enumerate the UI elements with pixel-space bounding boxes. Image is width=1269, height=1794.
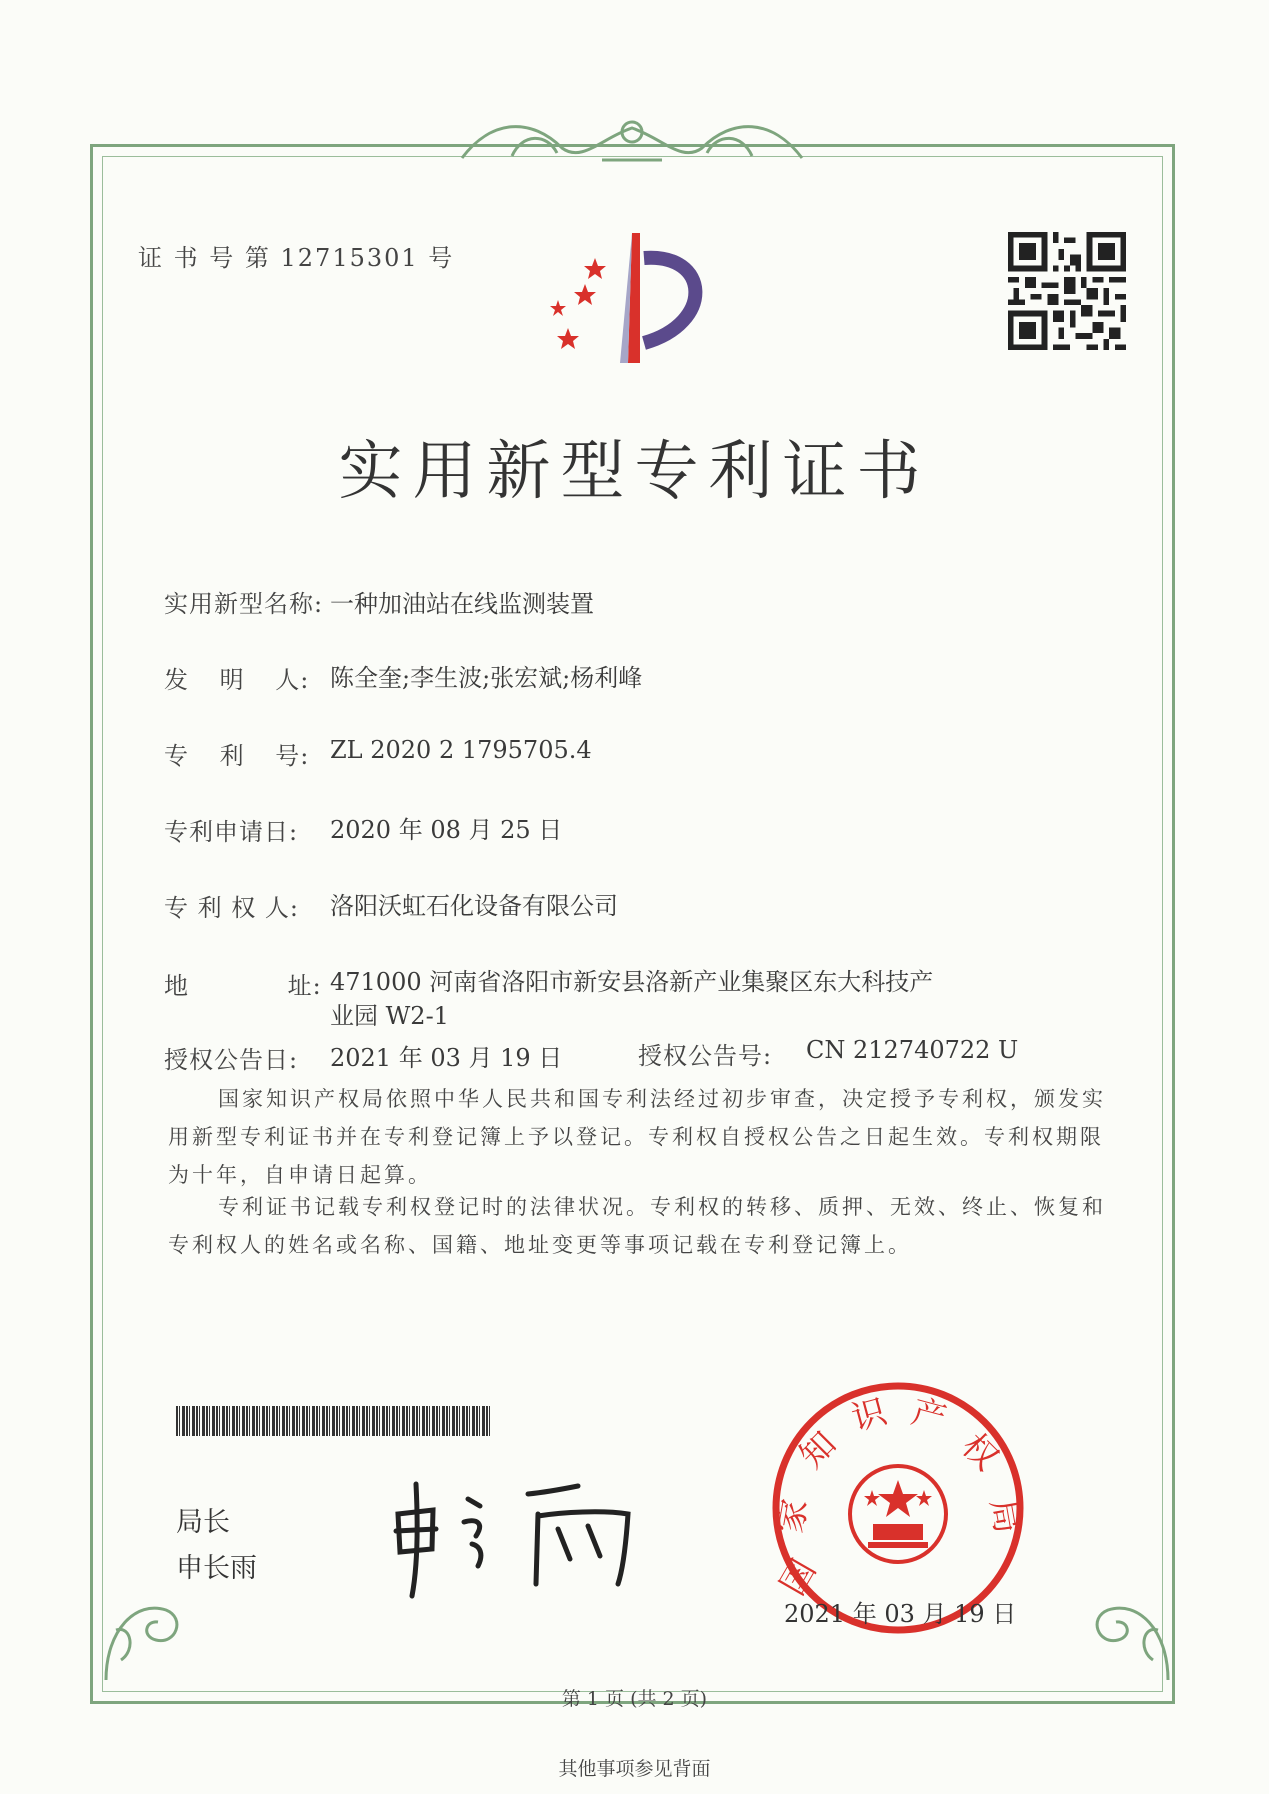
patent-number-label: 专 利 号: xyxy=(164,742,310,770)
address-line-1: 471000 河南省洛阳市新安县洛新产业集聚区东大科技产 xyxy=(330,968,934,996)
corner-ornament-icon xyxy=(1058,1570,1178,1690)
corner-ornament-icon xyxy=(96,1570,216,1690)
top-ornament-icon xyxy=(452,108,812,170)
svg-text:识: 识 xyxy=(847,1391,891,1440)
svg-text:产: 产 xyxy=(907,1391,951,1440)
grant-number-label: 授权公告号: xyxy=(638,1042,773,1070)
svg-text:国: 国 xyxy=(772,1552,825,1603)
grant-number: CN 212740722 U xyxy=(806,1036,1019,1064)
legal-paragraph-1: 国家知识产权局依照中华人民共和国专利法经过初步审查，决定授予专利权，颁发实用新型专利证书并在专利登记簿上予以登记。专利权自授权公告之日起生效。专利权期限为十年，自申请日起算。 xyxy=(168,1087,1106,1187)
director-name: 申长雨 xyxy=(176,1553,257,1584)
svg-text:知: 知 xyxy=(792,1424,845,1477)
address-line-2: 业园 W2-1 xyxy=(330,1002,449,1030)
seal-date: 2021 年 03 月 19 日 xyxy=(784,1600,1017,1628)
inventor-names: 陈全奎;李生波;张宏斌;杨利峰 xyxy=(330,664,643,692)
certificate-title: 实用新型专利证书 xyxy=(338,435,931,509)
owner-label: 专 利 权 人: xyxy=(164,894,299,922)
svg-text:局: 局 xyxy=(982,1495,1028,1537)
patent-number: ZL 2020 2 1795705.4 xyxy=(330,736,592,764)
inventor-label: 发 明 人: xyxy=(164,666,310,694)
barcode-icon xyxy=(176,1406,492,1436)
qr-code-icon xyxy=(1008,232,1126,350)
grant-date: 2021 年 03 月 19 日 xyxy=(330,1044,563,1072)
cnipa-emblem-icon xyxy=(540,228,730,368)
utility-model-name: 一种加油站在线监测装置 xyxy=(330,590,594,618)
signature-icon xyxy=(388,1474,648,1604)
grant-date-label: 授权公告日: xyxy=(164,1046,299,1074)
svg-text:权: 权 xyxy=(953,1426,1006,1479)
back-note: 其他事项参见背面 xyxy=(558,1758,711,1780)
apply-date-label: 专利申请日: xyxy=(164,818,299,846)
address-label: 地 址: xyxy=(164,972,322,1000)
legal-paragraph-2: 专利证书记载专利权登记时的法律状况。专利权的转移、质押、无效、终止、恢复和专利权人的姓名或名称、国籍、地址变更等事项记载在专利登记簿上。 xyxy=(168,1195,1106,1257)
certificate-number: 证 书 号 第 12715301 号 xyxy=(138,244,455,272)
patent-owner: 洛阳沃虹石化设备有限公司 xyxy=(330,892,618,920)
name-label: 实用新型名称: xyxy=(164,590,324,618)
page-info: 第 1 页 (共 2 页) xyxy=(561,1688,708,1710)
apply-date: 2020 年 08 月 25 日 xyxy=(330,816,563,844)
director-title: 局长 xyxy=(176,1507,230,1538)
svg-text:家: 家 xyxy=(770,1495,816,1537)
